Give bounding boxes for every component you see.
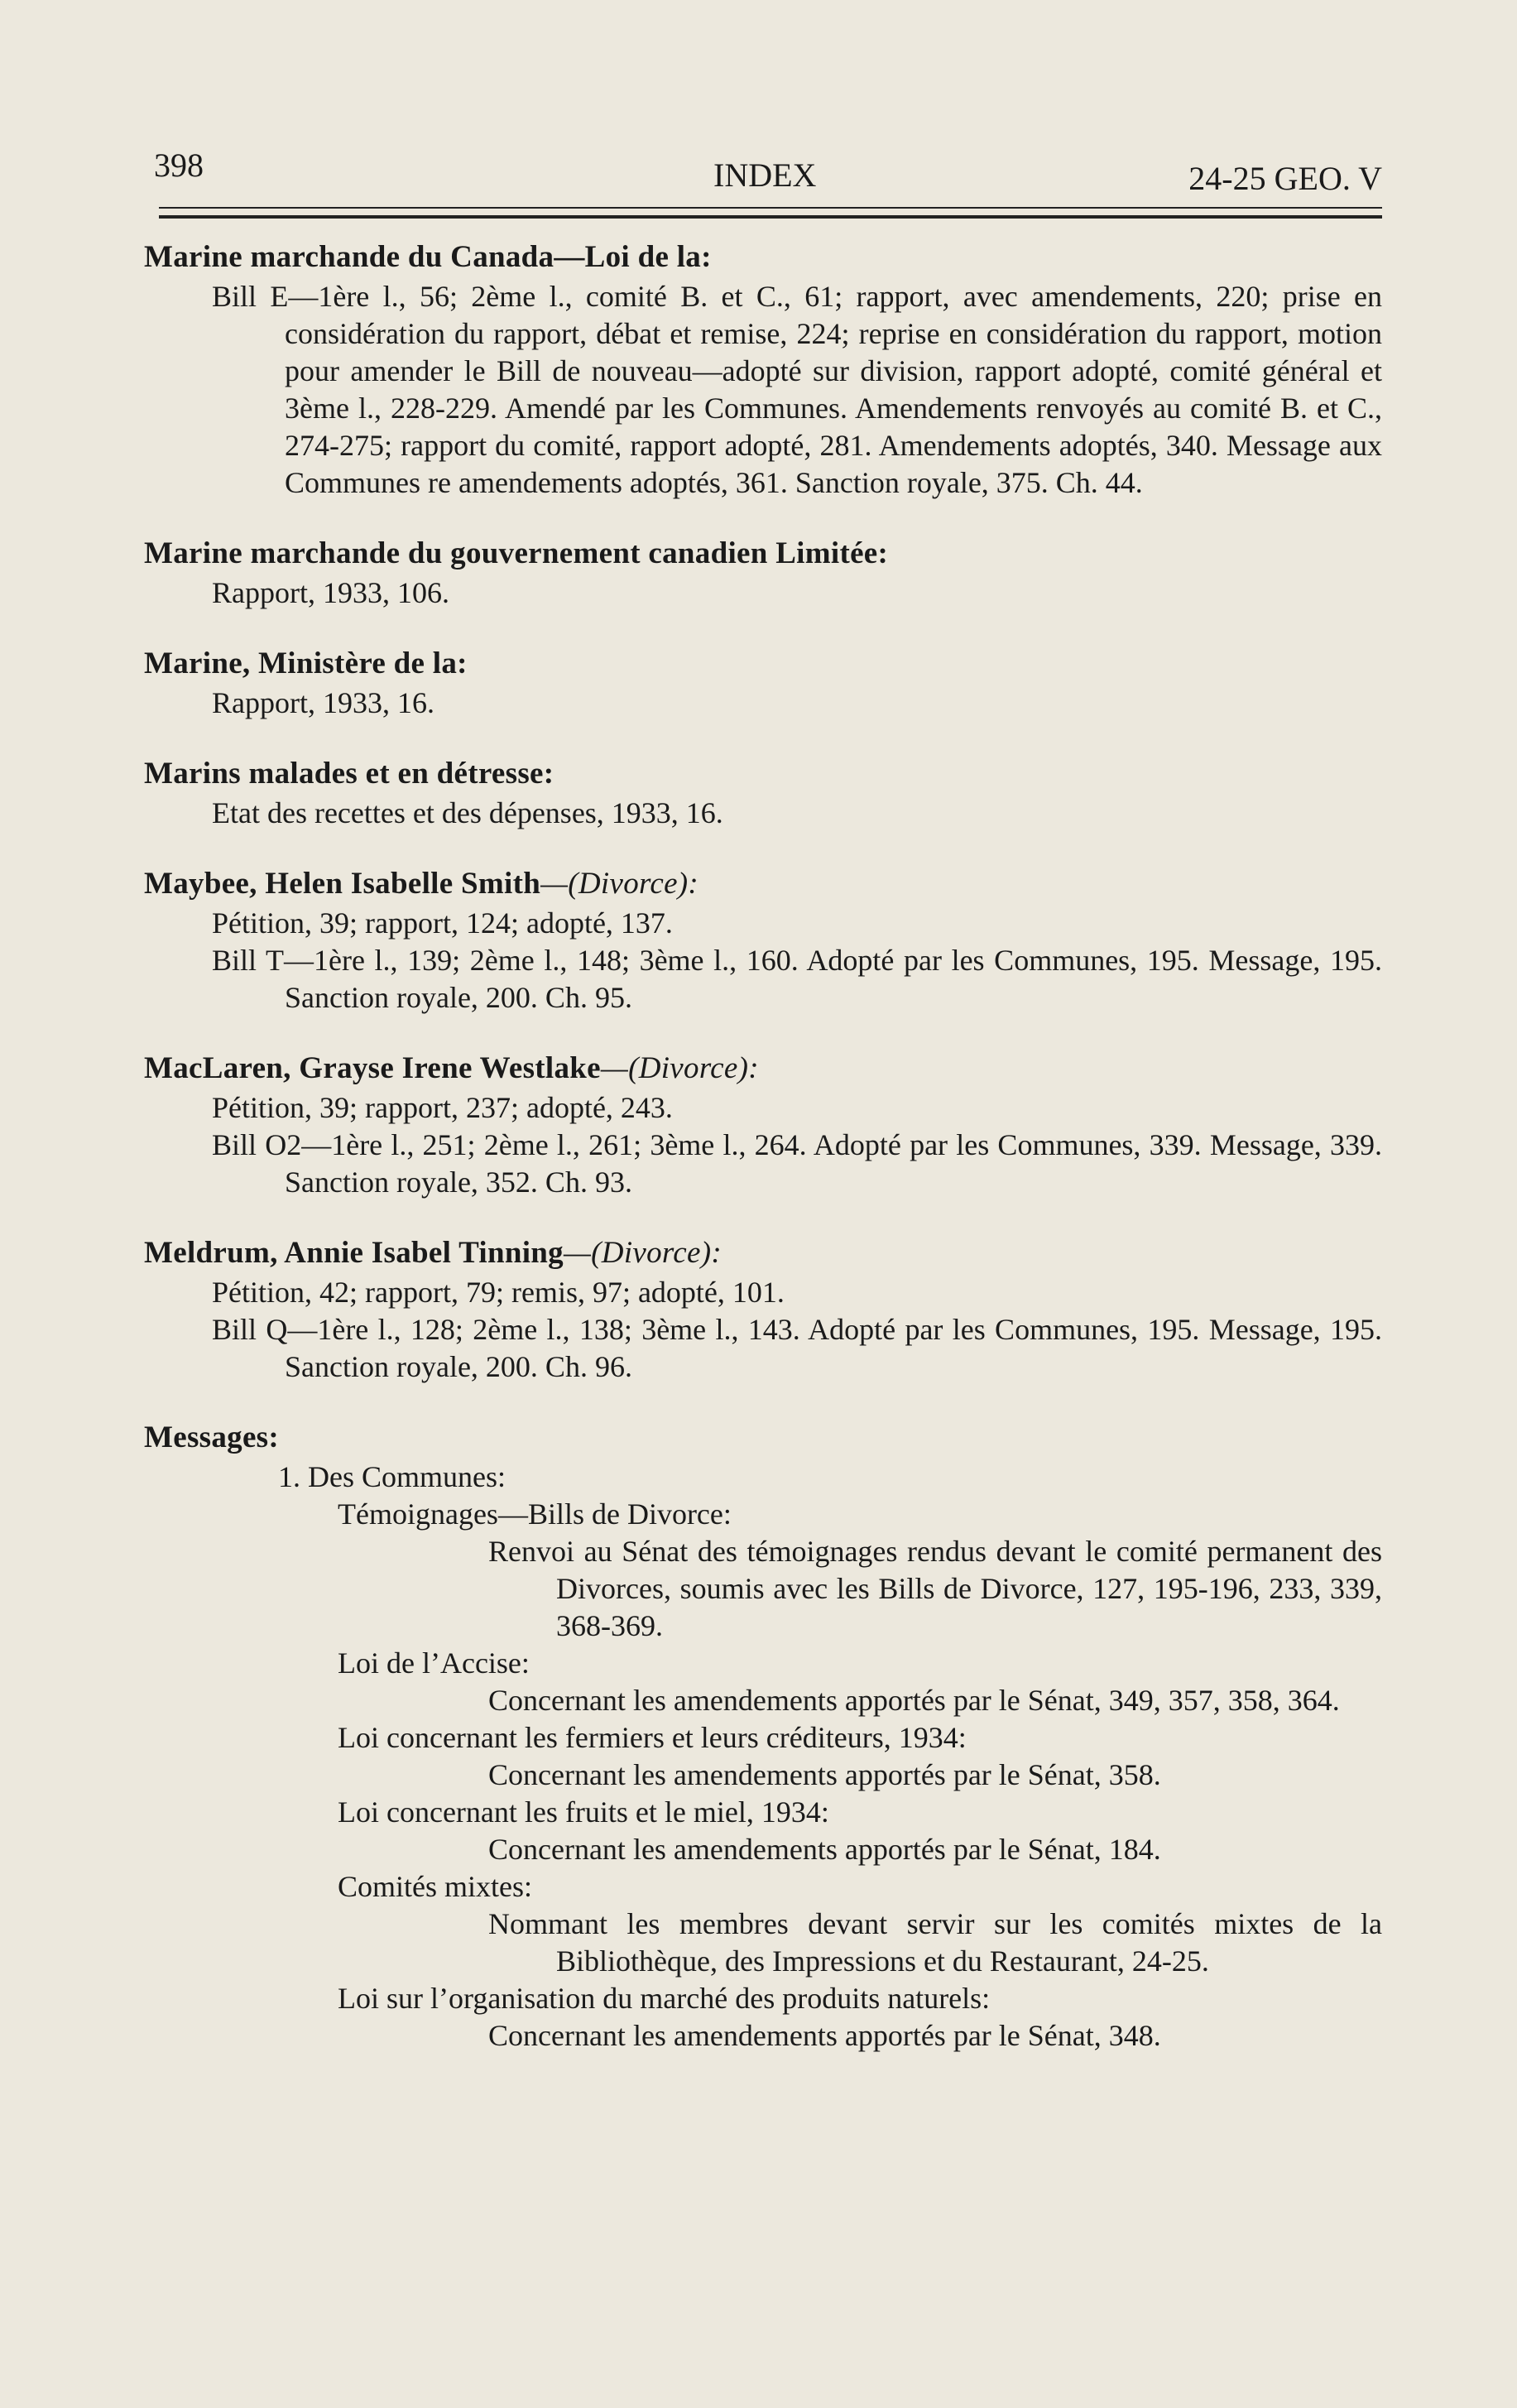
message-text: Concernant les amendements apportés par le Sénat, 348. xyxy=(488,2019,1161,2052)
entry-name: Meldrum, Annie Isabel Tinning xyxy=(144,1236,564,1270)
entry-heading xyxy=(144,865,1382,903)
index-entry xyxy=(144,645,1382,722)
message-subheading: Comités mixtes: xyxy=(338,1870,533,1903)
header-rule-thin xyxy=(159,207,1382,209)
entry-qualifier: —(Divorce): xyxy=(540,867,699,901)
entry-line: Pétition, 39; rapport, 124; adopté, 137. xyxy=(212,906,673,940)
entry-line: Pétition, 39; rapport, 237; adopté, 243. xyxy=(212,1091,673,1124)
message-subheading: Loi concernant les fruits et le miel, 1934: xyxy=(338,1795,829,1829)
entry-line: Bill E—1ère l., 56; 2ème l., comité B. et C., 61; rapport, avec amendements, 220; prise en considération du rapport, débat et remise, 224; reprise en considération du rapport, motion pour amender le Bill de nouveau—adopté sur division, rapport adopté, comité général et 3ème l., 228-229. Amendé par les Communes. Amendements renvoyés au comité B. et C., 274-275; rapport du comité, rapport adopté, 281. Amendements adoptés, 340. Message aux Communes re amendements adoptés, 361. Sanction royale, 375. Ch. 44. xyxy=(212,280,1382,499)
running-reference: 24-25 GEO. V xyxy=(1188,160,1382,197)
message-subheading: Loi sur l’organisation du marché des produits naturels: xyxy=(338,1982,991,2015)
entry-line: Bill T—1ère l., 139; 2ème l., 148; 3ème l., 160. Adopté par les Communes, 195. Message, 195. Sanction royale, 200. Ch. 95. xyxy=(212,944,1382,1014)
index-entry xyxy=(144,1234,1382,1386)
message-subheading: Loi concernant les fermiers et leurs créditeurs, 1934: xyxy=(338,1721,967,1754)
message-text: Nommant les membres devant servir sur les comités mixtes de la Bibliothèque, des Impressions et du Restaurant, 24-25. xyxy=(488,1907,1382,1978)
message-subheading: Témoignages—Bills de Divorce: xyxy=(338,1497,732,1531)
messages-level-one: 1. Des Communes: xyxy=(278,1460,506,1493)
message-text: Renvoi au Sénat des témoignages rendus devant le comité permanent des Divorces, soumis avec les Bills de Divorce, 127, 195-196, 233, 339, 368-369. xyxy=(488,1535,1382,1642)
page-number: 398 xyxy=(154,147,204,184)
entry-qualifier: —(Divorce): xyxy=(600,1051,759,1085)
entry-line: Rapport, 1933, 106. xyxy=(212,576,449,609)
running-title: INDEX xyxy=(713,156,817,194)
index-entry xyxy=(144,535,1382,612)
message-text: Concernant les amendements apportés par le Sénat, 358. xyxy=(488,1758,1161,1791)
message-subheading: Loi de l’Accise: xyxy=(338,1646,530,1680)
index-entry xyxy=(144,755,1382,832)
index-entry xyxy=(144,238,1382,502)
entry-heading xyxy=(144,1234,1382,1272)
entry-heading: Marine marchande du Canada—Loi de la: xyxy=(144,240,712,274)
page-header xyxy=(154,146,1382,195)
messages-entry xyxy=(144,1419,1382,2055)
entry-name: Maybee, Helen Isabelle Smith xyxy=(144,867,541,901)
entry-line: Pétition, 42; rapport, 79; remis, 97; adopté, 101. xyxy=(212,1276,785,1309)
index-entry xyxy=(144,865,1382,1017)
entry-line: Etat des recettes et des dépenses, 1933, 16. xyxy=(212,796,723,829)
index-entry xyxy=(144,1050,1382,1201)
entry-heading: Marine, Ministère de la: xyxy=(144,646,468,680)
entry-heading xyxy=(144,1050,1382,1088)
message-text: Concernant les amendements apportés par le Sénat, 349, 357, 358, 364. xyxy=(488,1684,1340,1717)
entry-line: Bill Q—1ère l., 128; 2ème l., 138; 3ème l., 143. Adopté par les Communes, 195. Message, 195. Sanction royale, 200. Ch. 96. xyxy=(212,1313,1382,1383)
entry-heading: Marins malades et en détresse: xyxy=(144,757,554,791)
entry-line: Rapport, 1933, 16. xyxy=(212,686,434,719)
entry-qualifier: —(Divorce): xyxy=(563,1236,722,1270)
entry-name: MacLaren, Grayse Irene Westlake xyxy=(144,1051,601,1085)
entry-line: Bill O2—1ère l., 251; 2ème l., 261; 3ème l., 264. Adopté par les Communes, 339. Message, 339. Sanction royale, 352. Ch. 93. xyxy=(212,1128,1382,1199)
index-content xyxy=(144,238,1382,2088)
message-text: Concernant les amendements apportés par le Sénat, 184. xyxy=(488,1833,1161,1866)
entry-heading: Marine marchande du gouvernement canadien Limitée: xyxy=(144,536,889,570)
messages-heading: Messages: xyxy=(144,1420,279,1454)
header-rule-thick xyxy=(159,215,1382,219)
